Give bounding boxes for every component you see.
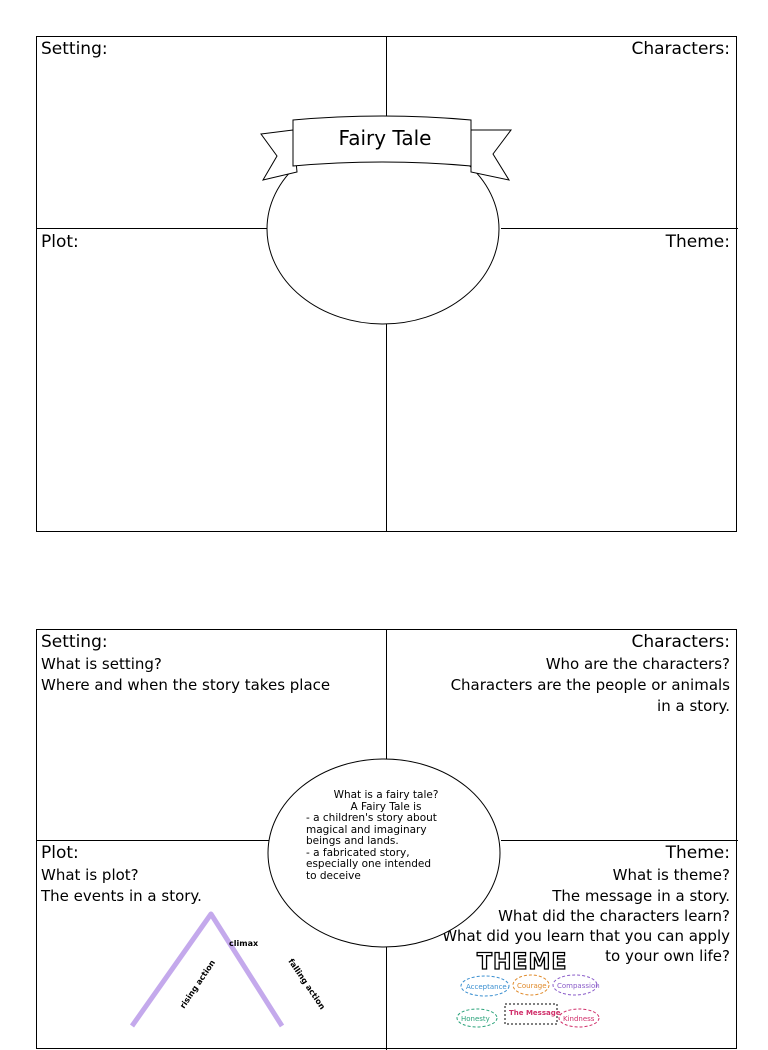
setting-question: What is setting?	[41, 655, 162, 673]
theme-line3: What did the characters learn?	[498, 907, 730, 925]
theme-word-kindness: Kindness	[563, 1015, 595, 1023]
characters-label: Characters:	[631, 632, 730, 652]
characters-answer-line1: Characters are the people or animals	[450, 676, 730, 694]
theme-word-compassion: Compassion	[557, 982, 600, 990]
right-horizontal-divider	[501, 840, 738, 841]
oval-line1: What is a fairy tale?	[333, 789, 439, 801]
oval-line7: especially one intended	[306, 858, 432, 870]
theme-answer: The message in a story.	[552, 887, 730, 905]
right-horizontal-divider	[501, 228, 738, 229]
oval-line4: magical and imaginary	[306, 823, 427, 836]
oval-line2: A Fairy Tale is	[350, 800, 422, 813]
theme-label: Theme:	[665, 843, 730, 863]
characters-label: Characters:	[631, 39, 730, 59]
theme-card-title: THEME	[477, 950, 568, 975]
characters-question: Who are the characters?	[545, 655, 730, 673]
oval-line3: - a children's story about	[306, 812, 437, 824]
theme-line4: What did you learn that you can apply	[442, 927, 730, 945]
fairy-tale-definition	[306, 790, 466, 882]
falling-action-label: falling action	[286, 957, 327, 1012]
characters-answer-line2: in a story.	[657, 697, 730, 715]
plot-label: Plot:	[41, 843, 79, 863]
theme-label: Theme:	[665, 232, 730, 252]
oval-line5: beings and lands.	[306, 835, 399, 847]
plot-mountain-diagram	[132, 906, 327, 1026]
theme-line5: to your own life?	[605, 947, 730, 965]
setting-answer: Where and when the story takes place	[41, 676, 331, 694]
theme-anchor-chart-image	[455, 946, 601, 1024]
climax-label: climax	[229, 939, 259, 948]
banner-title: Fairy Tale	[338, 126, 432, 150]
setting-label: Setting:	[41, 39, 108, 59]
plot-label: Plot:	[41, 232, 79, 252]
theme-word-courage: Courage	[517, 982, 547, 990]
theme-anchor-chart-drawing	[455, 946, 601, 1024]
theme-word-acceptance: Acceptance	[466, 983, 507, 991]
rising-action-label: rising action	[178, 958, 218, 1011]
plot-answer: The events in a story.	[41, 887, 202, 905]
oval-line8: to deceive	[306, 869, 361, 882]
theme-word-message: The Message	[509, 1009, 561, 1017]
theme-word-honesty: Honesty	[461, 1015, 490, 1023]
setting-label: Setting:	[41, 632, 108, 652]
left-horizontal-divider	[37, 228, 269, 229]
oval-line6: - a fabricated story,	[306, 846, 410, 859]
left-horizontal-divider	[37, 840, 269, 841]
plot-question: What is plot?	[41, 866, 139, 884]
theme-question: What is theme?	[612, 866, 730, 884]
